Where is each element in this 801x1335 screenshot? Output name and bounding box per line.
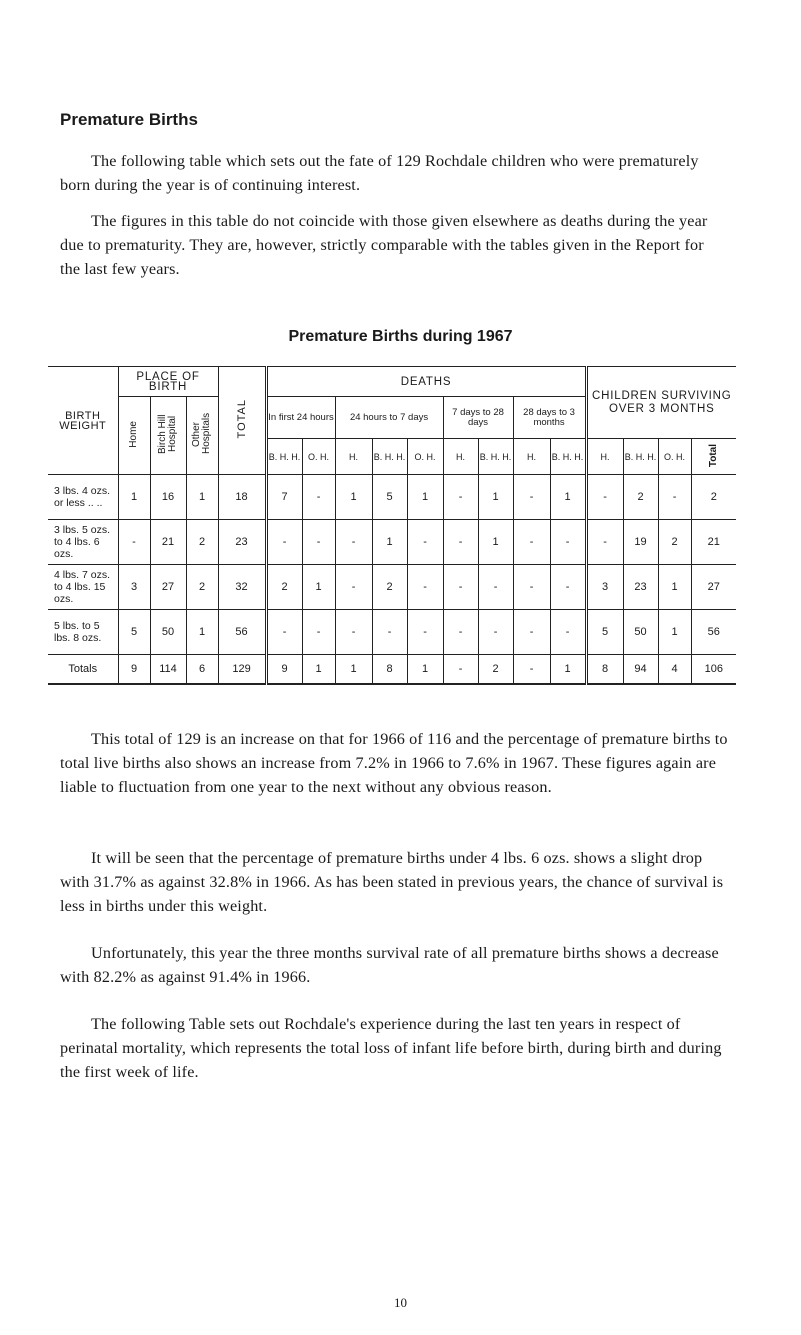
table-cell: 1 xyxy=(186,475,218,520)
other-hospitals-header: Other Hospitals xyxy=(186,397,218,475)
table-cell: 18 xyxy=(218,475,266,520)
section-heading: Premature Births xyxy=(60,110,198,129)
table-cell: - xyxy=(407,565,443,610)
table-cell: 2 xyxy=(691,475,736,520)
table-cell: 1 xyxy=(372,520,407,565)
table-cell: - xyxy=(550,520,586,565)
table-cell: 8 xyxy=(372,655,407,685)
table-cell: 3 xyxy=(586,565,623,610)
surviving-header: CHILDREN SURVIVING OVER 3 MONTHS xyxy=(586,367,736,439)
table-cell: - xyxy=(372,610,407,655)
table-cell: - xyxy=(335,565,372,610)
table-cell: 5 xyxy=(372,475,407,520)
table-cell: - xyxy=(266,520,302,565)
totals-row xyxy=(48,655,736,685)
code-header: B. H. H. xyxy=(550,439,586,475)
table-title: Premature Births during 1967 xyxy=(288,328,513,345)
table-cell: - xyxy=(513,475,550,520)
code-header: H. xyxy=(513,439,550,475)
table-cell: 1 xyxy=(478,475,513,520)
intro-paragraph-2: The figures in this table do not coincide with those given elsewhere as deaths during the year due to prematurity. They are, however, strictly comparable with the tables given in the Report for the last few years. xyxy=(60,212,708,278)
table-cell: - xyxy=(513,520,550,565)
after-paragraph-3: Unfortunately, this year the three months survival rate of all premature births shows a decrease with 82.2% as against 91.4% in 1966. xyxy=(60,944,719,986)
intro-paragraph-1: The following table which sets out the fate of 129 Rochdale children who were prematurely born during the year is of continuing interest. xyxy=(60,152,699,194)
code-header-total: Total xyxy=(691,439,736,475)
period-24-hours-to-7-days: 24 hours to 7 days xyxy=(335,397,443,439)
weight-label: 3 lbs. 4 ozs. or less .. .. xyxy=(48,475,118,520)
table-cell: 2 xyxy=(623,475,658,520)
code-header: O. H. xyxy=(407,439,443,475)
table-cell: - xyxy=(302,610,335,655)
code-header: O. H. xyxy=(658,439,691,475)
period-28-days-to-3-months: 28 days to 3 months xyxy=(513,397,586,439)
table-cell: 50 xyxy=(623,610,658,655)
table-cell: - xyxy=(513,610,550,655)
table-cell: 1 xyxy=(335,475,372,520)
table-cell: - xyxy=(302,520,335,565)
table-cell: 94 xyxy=(623,655,658,685)
table-cell: 32 xyxy=(218,565,266,610)
table-cell: 2 xyxy=(186,520,218,565)
table-cell: 56 xyxy=(218,610,266,655)
table-cell: - xyxy=(443,610,478,655)
table-cell: - xyxy=(118,520,150,565)
table-cell: 1 xyxy=(658,610,691,655)
code-header: B. H. H. xyxy=(478,439,513,475)
code-header: O. H. xyxy=(302,439,335,475)
period-first-24-hours: In first 24 hours xyxy=(266,397,335,439)
table-cell: - xyxy=(586,475,623,520)
total-header: TOTAL xyxy=(218,367,266,475)
code-header: H. xyxy=(586,439,623,475)
table-cell: 1 xyxy=(658,565,691,610)
table-cell: 1 xyxy=(118,475,150,520)
table-cell: - xyxy=(335,520,372,565)
weight-label: 5 lbs. to 5 lbs. 8 ozs. xyxy=(48,610,118,655)
table-cell: 27 xyxy=(691,565,736,610)
table-cell: 5 xyxy=(118,610,150,655)
table-cell: 5 xyxy=(586,610,623,655)
table-cell: 1 xyxy=(302,655,335,685)
table-cell: 1 xyxy=(335,655,372,685)
table-cell: - xyxy=(266,610,302,655)
table-cell: - xyxy=(513,655,550,685)
table-cell: 1 xyxy=(407,475,443,520)
table-cell: - xyxy=(550,610,586,655)
table-cell: 21 xyxy=(150,520,186,565)
table-cell: - xyxy=(407,520,443,565)
table-cell: 6 xyxy=(186,655,218,685)
table-cell: 129 xyxy=(218,655,266,685)
table-cell: 1 xyxy=(186,610,218,655)
table-cell: 2 xyxy=(658,520,691,565)
table-cell: 2 xyxy=(478,655,513,685)
table-cell: 2 xyxy=(266,565,302,610)
table-cell: - xyxy=(478,610,513,655)
table-cell: - xyxy=(550,565,586,610)
table-cell: 1 xyxy=(407,655,443,685)
deaths-header: DEATHS xyxy=(266,367,586,397)
after-paragraph-1: This total of 129 is an increase on that for 1966 of 116 and the percentage of premature births to total live births also shows an increase from 7.2% in 1966 to 7.6% in 1967. These figures again are liable to fluctuation from one year to the next without any obvious reason. xyxy=(60,730,728,796)
after-paragraph-2: It will be seen that the percentage of premature births under 4 lbs. 6 ozs. shows a slight drop with 31.7% as against 32.8% in 1966. As has been stated in previous years, the chance of survival is less in births under this weight. xyxy=(60,849,724,915)
birch-hill-header: Birch Hill Hospital xyxy=(150,397,186,475)
table-cell: 23 xyxy=(218,520,266,565)
table-cell: 19 xyxy=(623,520,658,565)
birth-weight-header: BIRTH WEIGHT xyxy=(48,367,118,475)
table-cell: - xyxy=(443,475,478,520)
code-header: B. H. H. xyxy=(623,439,658,475)
table-cell: 21 xyxy=(691,520,736,565)
table-cell: 27 xyxy=(150,565,186,610)
table-cell: - xyxy=(478,565,513,610)
table-cell: - xyxy=(335,610,372,655)
table-cell: - xyxy=(586,520,623,565)
table-cell: - xyxy=(443,655,478,685)
place-of-birth-header: PLACE OF BIRTH xyxy=(118,367,218,397)
table-cell: 2 xyxy=(186,565,218,610)
premature-births-table xyxy=(48,366,736,685)
table-cell: - xyxy=(658,475,691,520)
table-cell: 50 xyxy=(150,610,186,655)
table-cell: - xyxy=(302,475,335,520)
table-cell: 7 xyxy=(266,475,302,520)
weight-label: 4 lbs. 7 ozs. to 4 lbs. 15 ozs. xyxy=(48,565,118,610)
table-cell: 1 xyxy=(550,475,586,520)
code-header: H. xyxy=(335,439,372,475)
table-cell: 3 xyxy=(118,565,150,610)
table-cell: 8 xyxy=(586,655,623,685)
table-cell: 23 xyxy=(623,565,658,610)
table-row xyxy=(48,475,736,520)
weight-label: 3 lbs. 5 ozs. to 4 lbs. 6 ozs. xyxy=(48,520,118,565)
code-header: B. H. H. xyxy=(266,439,302,475)
table-row xyxy=(48,565,736,610)
totals-label: Totals xyxy=(48,655,118,685)
table-cell: - xyxy=(443,565,478,610)
code-header: H. xyxy=(443,439,478,475)
home-header: Home xyxy=(118,397,150,475)
table-cell: 16 xyxy=(150,475,186,520)
table-row xyxy=(48,610,736,655)
table-cell: 56 xyxy=(691,610,736,655)
table-cell: - xyxy=(407,610,443,655)
table-row xyxy=(48,520,736,565)
table-cell: 1 xyxy=(550,655,586,685)
page-number: 10 xyxy=(394,1295,407,1310)
table-cell: 2 xyxy=(372,565,407,610)
table-cell: 9 xyxy=(118,655,150,685)
table-cell: - xyxy=(443,520,478,565)
period-7-to-28-days: 7 days to 28 days xyxy=(443,397,513,439)
table-cell: - xyxy=(513,565,550,610)
table-cell: 1 xyxy=(478,520,513,565)
after-paragraph-4: The following Table sets out Rochdale's experience during the last ten years in respect of perinatal mortality, which represents the total loss of infant life before birth, during birth and during the first week of life. xyxy=(60,1015,722,1081)
table-cell: 106 xyxy=(691,655,736,685)
table-cell: 114 xyxy=(150,655,186,685)
code-header: B. H. H. xyxy=(372,439,407,475)
table-cell: 1 xyxy=(302,565,335,610)
table-cell: 9 xyxy=(266,655,302,685)
table-cell: 4 xyxy=(658,655,691,685)
